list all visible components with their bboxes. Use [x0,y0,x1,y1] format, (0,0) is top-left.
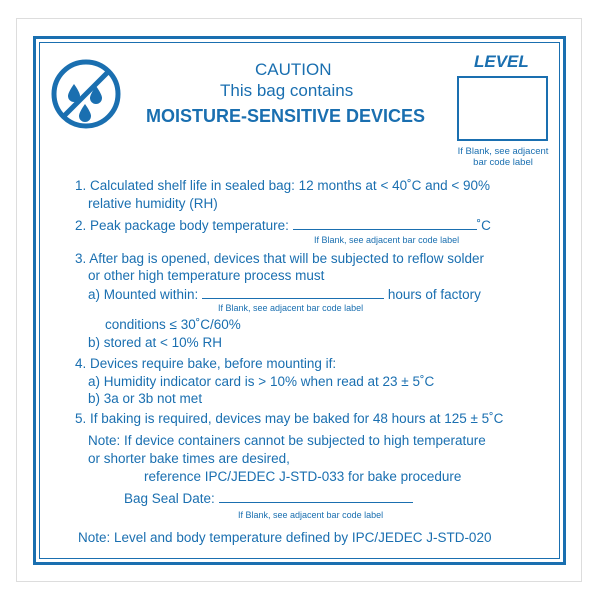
seal-date-row [124,490,413,506]
mounted-within-blank [202,286,384,299]
note-line2: or shorter bake times are desired, [88,451,290,466]
footer-note: Note: Level and body temperature defined by IPC/JEDEC J-STD-020 [78,530,492,545]
item3a-text: a) Mounted within: [88,287,199,302]
seal-date-blank [219,490,413,503]
peak-temp-blank [293,217,477,230]
level-box [457,76,548,141]
item3-line2: or other high temperature process must [88,268,325,283]
item3b: b) stored at < 10% RH [88,335,222,350]
seal-date-note: If Blank, see adjacent bar code label [238,510,384,520]
item3a-conditions: conditions ≤ 30˚C/60% [105,317,241,332]
item4: 4. Devices require bake, before mounting if: [75,356,337,371]
item3a-unit: hours of factory [387,287,481,302]
no-moisture-icon [50,58,122,130]
note-line3: reference IPC/JEDEC J-STD-033 for bake procedure [144,469,462,484]
item1-line2: relative humidity (RH) [88,196,218,211]
item2-text: 2. Peak package body temperature: [75,218,289,233]
label-title: MOISTURE-SENSITIVE DEVICES [146,106,426,126]
item2-row [75,217,491,233]
item3a-row [88,286,481,302]
item4a: a) Humidity indicator card is > 10% when read at 23 ± 5˚C [88,374,435,389]
item1-line1: 1. Calculated shelf life in sealed bag: 12 months at < 40˚C and < 90% [75,178,491,193]
seal-date-label: Bag Seal Date: [124,491,215,506]
level-note-line2: bar code label [473,157,533,168]
note-line1: Note: If device containers cannot be subjected to high temperature [88,433,486,448]
bag-contains-text: This bag contains [220,81,354,100]
item2-note: If Blank, see adjacent bar code label [314,235,460,245]
level-label: LEVEL [474,52,529,71]
item3-line1: 3. After bag is opened, devices that will be subjected to reflow solder [75,251,484,266]
item4b: b) 3a or 3b not met [88,391,203,406]
item5: 5. If baking is required, devices may be baked for 48 hours at 125 ± 5˚C [75,411,504,426]
level-note [449,146,557,168]
item3a-note: If Blank, see adjacent bar code label [218,303,364,313]
level-note-line1: If Blank, see adjacent [457,146,549,157]
item2-unit: ˚C [476,218,491,233]
caution-heading: CAUTION [255,60,332,79]
